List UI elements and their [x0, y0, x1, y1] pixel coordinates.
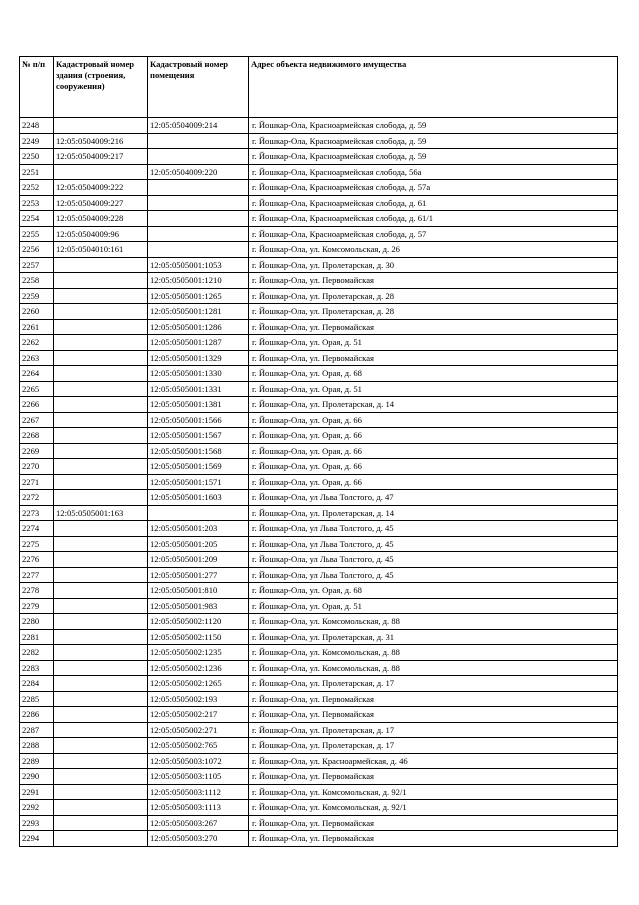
building-cadastral-cell	[54, 567, 148, 583]
row-number-cell: 2263	[20, 350, 54, 366]
premises-cadastral-cell: 12:05:0505001:1569	[148, 459, 249, 475]
address-cell: г. Йошкар-Ола, ул. Пролетарская, д. 28	[249, 304, 618, 320]
premises-cadastral-cell	[148, 149, 249, 165]
premises-cadastral-cell: 12:05:0505002:1150	[148, 629, 249, 645]
address-cell: г. Йошкар-Ола, ул Льва Толстого, д. 45	[249, 567, 618, 583]
building-cadastral-cell	[54, 552, 148, 568]
building-cadastral-cell: 12:05:0504009:222	[54, 180, 148, 196]
address-cell: г. Йошкар-Ола, Красноармейская слобода, д. 61/1	[249, 211, 618, 227]
premises-cadastral-cell: 12:05:0505002:217	[148, 707, 249, 723]
building-cadastral-cell	[54, 614, 148, 630]
property-register-table	[19, 56, 618, 847]
table-row	[20, 738, 618, 754]
table-row	[20, 242, 618, 258]
building-cadastral-cell	[54, 118, 148, 134]
address-cell: г. Йошкар-Ола, ул. Орая, д. 66	[249, 412, 618, 428]
row-number-cell: 2251	[20, 164, 54, 180]
table-row	[20, 490, 618, 506]
table-row	[20, 350, 618, 366]
row-number-cell: 2249	[20, 133, 54, 149]
address-cell: г. Йошкар-Ола, ул. Пролетарская, д. 31	[249, 629, 618, 645]
row-number-cell: 2257	[20, 257, 54, 273]
address-cell: г. Йошкар-Ола, ул. Орая, д. 68	[249, 366, 618, 382]
address-cell: г. Йошкар-Ола, ул. Красноармейская, д. 46	[249, 753, 618, 769]
premises-cadastral-cell: 12:05:0505001:1210	[148, 273, 249, 289]
premises-cadastral-cell: 12:05:0505003:267	[148, 815, 249, 831]
table-row	[20, 257, 618, 273]
row-number-cell: 2276	[20, 552, 54, 568]
premises-cadastral-cell: 12:05:0505002:193	[148, 691, 249, 707]
table-row	[20, 149, 618, 165]
table-body	[20, 118, 618, 847]
building-cadastral-cell: 12:05:0504009:227	[54, 195, 148, 211]
table-row	[20, 428, 618, 444]
address-cell: г. Йошкар-Ола, ул. Орая, д. 66	[249, 428, 618, 444]
premises-cadastral-cell: 12:05:0505001:1287	[148, 335, 249, 351]
building-cadastral-cell	[54, 536, 148, 552]
premises-cadastral-cell: 12:05:0504009:214	[148, 118, 249, 134]
premises-cadastral-cell	[148, 211, 249, 227]
premises-cadastral-cell: 12:05:0505001:1286	[148, 319, 249, 335]
table-row	[20, 598, 618, 614]
building-cadastral-cell	[54, 583, 148, 599]
building-cadastral-cell	[54, 443, 148, 459]
table-row	[20, 815, 618, 831]
row-number-cell: 2288	[20, 738, 54, 754]
row-number-cell: 2250	[20, 149, 54, 165]
address-cell: г. Йошкар-Ола, ул. Орая, д. 66	[249, 474, 618, 490]
building-cadastral-cell	[54, 815, 148, 831]
building-cadastral-cell	[54, 490, 148, 506]
premises-cadastral-cell: 12:05:0505003:1072	[148, 753, 249, 769]
premises-cadastral-cell: 12:05:0505001:1053	[148, 257, 249, 273]
building-cadastral-cell	[54, 800, 148, 816]
row-number-cell: 2282	[20, 645, 54, 661]
address-cell: г. Йошкар-Ола, ул Льва Толстого, д. 45	[249, 536, 618, 552]
table-row	[20, 474, 618, 490]
address-cell: г. Йошкар-Ола, ул. Первомайская	[249, 319, 618, 335]
address-cell: г. Йошкар-Ола, ул. Пролетарская, д. 14	[249, 397, 618, 413]
row-number-cell: 2286	[20, 707, 54, 723]
table-row	[20, 118, 618, 134]
row-number-cell: 2252	[20, 180, 54, 196]
table-row	[20, 133, 618, 149]
row-number-cell: 2294	[20, 831, 54, 847]
address-cell: г. Йошкар-Ола, ул. Первомайская	[249, 769, 618, 785]
row-number-cell: 2278	[20, 583, 54, 599]
table-row	[20, 505, 618, 521]
building-cadastral-cell: 12:05:0504009:96	[54, 226, 148, 242]
address-cell: г. Йошкар-Ола, Красноармейская слобода, д. 61	[249, 195, 618, 211]
building-cadastral-cell: 12:05:0505001:163	[54, 505, 148, 521]
table-row	[20, 645, 618, 661]
building-cadastral-cell: 12:05:0504009:216	[54, 133, 148, 149]
row-number-cell: 2275	[20, 536, 54, 552]
building-cadastral-cell	[54, 273, 148, 289]
document-page	[19, 56, 618, 847]
building-cadastral-cell: 12:05:0504009:217	[54, 149, 148, 165]
table-row	[20, 273, 618, 289]
row-number-cell: 2283	[20, 660, 54, 676]
header-row-number: № п/п	[20, 57, 54, 118]
row-number-cell: 2255	[20, 226, 54, 242]
table-row	[20, 319, 618, 335]
premises-cadastral-cell	[148, 226, 249, 242]
premises-cadastral-cell: 12:05:0505001:1330	[148, 366, 249, 382]
building-cadastral-cell	[54, 412, 148, 428]
header-property-address: Адрес объекта недвижимого имущества	[249, 57, 618, 118]
premises-cadastral-cell: 12:05:0505001:277	[148, 567, 249, 583]
premises-cadastral-cell	[148, 505, 249, 521]
address-cell: г. Йошкар-Ола, ул Льва Толстого, д. 45	[249, 521, 618, 537]
premises-cadastral-cell	[148, 133, 249, 149]
row-number-cell: 2260	[20, 304, 54, 320]
address-cell: г. Йошкар-Ола, ул. Комсомольская, д. 92/1	[249, 784, 618, 800]
building-cadastral-cell	[54, 769, 148, 785]
premises-cadastral-cell: 12:05:0505001:983	[148, 598, 249, 614]
table-row	[20, 583, 618, 599]
table-row	[20, 691, 618, 707]
address-cell: г. Йошкар-Ола, ул. Первомайская	[249, 707, 618, 723]
premises-cadastral-cell: 12:05:0505001:810	[148, 583, 249, 599]
row-number-cell: 2293	[20, 815, 54, 831]
building-cadastral-cell	[54, 335, 148, 351]
address-cell: г. Йошкар-Ола, ул Льва Толстого, д. 47	[249, 490, 618, 506]
address-cell: г. Йошкар-Ола, Красноармейская слобода, д. 59	[249, 133, 618, 149]
address-cell: г. Йошкар-Ола, ул. Первомайская	[249, 831, 618, 847]
row-number-cell: 2259	[20, 288, 54, 304]
building-cadastral-cell	[54, 164, 148, 180]
address-cell: г. Йошкар-Ола, Красноармейская слобода, д. 57а	[249, 180, 618, 196]
table-row	[20, 381, 618, 397]
address-cell: г. Йошкар-Ола, ул. Орая, д. 51	[249, 335, 618, 351]
table-row	[20, 226, 618, 242]
premises-cadastral-cell: 12:05:0505001:205	[148, 536, 249, 552]
table-row	[20, 800, 618, 816]
row-number-cell: 2292	[20, 800, 54, 816]
table-row	[20, 567, 618, 583]
address-cell: г. Йошкар-Ола, Красноармейская слобода, д. 59	[249, 149, 618, 165]
premises-cadastral-cell	[148, 180, 249, 196]
premises-cadastral-cell: 12:05:0505002:1236	[148, 660, 249, 676]
row-number-cell: 2277	[20, 567, 54, 583]
premises-cadastral-cell: 12:05:0505002:1265	[148, 676, 249, 692]
table-row	[20, 614, 618, 630]
building-cadastral-cell	[54, 459, 148, 475]
building-cadastral-cell	[54, 350, 148, 366]
premises-cadastral-cell: 12:05:0505001:1381	[148, 397, 249, 413]
premises-cadastral-cell: 12:05:0505001:1568	[148, 443, 249, 459]
building-cadastral-cell	[54, 521, 148, 537]
table-row	[20, 459, 618, 475]
building-cadastral-cell	[54, 660, 148, 676]
table-row	[20, 304, 618, 320]
table-row	[20, 288, 618, 304]
row-number-cell: 2287	[20, 722, 54, 738]
row-number-cell: 2267	[20, 412, 54, 428]
table-row	[20, 366, 618, 382]
building-cadastral-cell	[54, 722, 148, 738]
premises-cadastral-cell: 12:05:0505001:1571	[148, 474, 249, 490]
header-building-cadastral-number: Кадастровый номер здания (строения, сооружения)	[54, 57, 148, 118]
row-number-cell: 2285	[20, 691, 54, 707]
building-cadastral-cell	[54, 629, 148, 645]
table-row	[20, 195, 618, 211]
premises-cadastral-cell: 12:05:0505001:1265	[148, 288, 249, 304]
row-number-cell: 2268	[20, 428, 54, 444]
table-row	[20, 180, 618, 196]
building-cadastral-cell	[54, 753, 148, 769]
address-cell: г. Йошкар-Ола, Красноармейская слобода, д. 59	[249, 118, 618, 134]
row-number-cell: 2264	[20, 366, 54, 382]
table-row	[20, 164, 618, 180]
building-cadastral-cell	[54, 428, 148, 444]
row-number-cell: 2256	[20, 242, 54, 258]
table-row	[20, 676, 618, 692]
building-cadastral-cell	[54, 691, 148, 707]
address-cell: г. Йошкар-Ола, ул. Комсомольская, д. 88	[249, 645, 618, 661]
table-row	[20, 831, 618, 847]
row-number-cell: 2291	[20, 784, 54, 800]
building-cadastral-cell	[54, 257, 148, 273]
address-cell: г. Йошкар-Ола, ул. Пролетарская, д. 28	[249, 288, 618, 304]
premises-cadastral-cell: 12:05:0505001:1331	[148, 381, 249, 397]
row-number-cell: 2261	[20, 319, 54, 335]
address-cell: г. Йошкар-Ола, ул. Орая, д. 68	[249, 583, 618, 599]
address-cell: г. Йошкар-Ола, ул. Пролетарская, д. 14	[249, 505, 618, 521]
premises-cadastral-cell: 12:05:0505001:209	[148, 552, 249, 568]
row-number-cell: 2254	[20, 211, 54, 227]
table-row	[20, 784, 618, 800]
row-number-cell: 2290	[20, 769, 54, 785]
table-row	[20, 397, 618, 413]
premises-cadastral-cell: 12:05:0505002:765	[148, 738, 249, 754]
table-header-row	[20, 57, 618, 118]
premises-cadastral-cell: 12:05:0505002:1235	[148, 645, 249, 661]
row-number-cell: 2265	[20, 381, 54, 397]
building-cadastral-cell	[54, 738, 148, 754]
table-row	[20, 521, 618, 537]
address-cell: г. Йошкар-Ола, ул. Орая, д. 66	[249, 459, 618, 475]
building-cadastral-cell	[54, 381, 148, 397]
premises-cadastral-cell: 12:05:0505001:1567	[148, 428, 249, 444]
table-row	[20, 629, 618, 645]
address-cell: г. Йошкар-Ола, ул. Пролетарская, д. 17	[249, 676, 618, 692]
row-number-cell: 2284	[20, 676, 54, 692]
premises-cadastral-cell	[148, 242, 249, 258]
premises-cadastral-cell: 12:05:0504009:220	[148, 164, 249, 180]
building-cadastral-cell	[54, 397, 148, 413]
building-cadastral-cell	[54, 645, 148, 661]
address-cell: г. Йошкар-Ола, ул. Орая, д. 51	[249, 381, 618, 397]
building-cadastral-cell: 12:05:0504009:228	[54, 211, 148, 227]
row-number-cell: 2289	[20, 753, 54, 769]
header-premises-cadastral-number: Кадастровый номер помещения	[148, 57, 249, 118]
table-row	[20, 722, 618, 738]
table-row	[20, 536, 618, 552]
address-cell: г. Йошкар-Ола, Красноармейская слобода, д. 57	[249, 226, 618, 242]
building-cadastral-cell	[54, 474, 148, 490]
premises-cadastral-cell	[148, 195, 249, 211]
premises-cadastral-cell: 12:05:0505003:270	[148, 831, 249, 847]
address-cell: г. Йошкар-Ола, ул. Пролетарская, д. 30	[249, 257, 618, 273]
premises-cadastral-cell: 12:05:0505001:1603	[148, 490, 249, 506]
premises-cadastral-cell: 12:05:0505003:1113	[148, 800, 249, 816]
address-cell: г. Йошкар-Ола, ул. Комсомольская, д. 92/1	[249, 800, 618, 816]
building-cadastral-cell: 12:05:0504010:161	[54, 242, 148, 258]
row-number-cell: 2266	[20, 397, 54, 413]
table-row	[20, 660, 618, 676]
table-row	[20, 769, 618, 785]
address-cell: г. Йошкар-Ола, ул. Первомайская	[249, 691, 618, 707]
table-row	[20, 443, 618, 459]
row-number-cell: 2253	[20, 195, 54, 211]
building-cadastral-cell	[54, 304, 148, 320]
building-cadastral-cell	[54, 288, 148, 304]
table-row	[20, 552, 618, 568]
row-number-cell: 2273	[20, 505, 54, 521]
row-number-cell: 2258	[20, 273, 54, 289]
row-number-cell: 2272	[20, 490, 54, 506]
address-cell: г. Йошкар-Ола, ул. Первомайская	[249, 815, 618, 831]
address-cell: г. Йошкар-Ола, ул Льва Толстого, д. 45	[249, 552, 618, 568]
row-number-cell: 2279	[20, 598, 54, 614]
building-cadastral-cell	[54, 784, 148, 800]
table-row	[20, 412, 618, 428]
row-number-cell: 2262	[20, 335, 54, 351]
address-cell: г. Йошкар-Ола, ул. Пролетарская, д. 17	[249, 722, 618, 738]
address-cell: г. Йошкар-Ола, ул. Комсомольская, д. 26	[249, 242, 618, 258]
address-cell: г. Йошкар-Ола, ул. Первомайская	[249, 273, 618, 289]
building-cadastral-cell	[54, 319, 148, 335]
row-number-cell: 2248	[20, 118, 54, 134]
premises-cadastral-cell: 12:05:0505001:1566	[148, 412, 249, 428]
premises-cadastral-cell: 12:05:0505001:1329	[148, 350, 249, 366]
table-row	[20, 211, 618, 227]
premises-cadastral-cell: 12:05:0505002:271	[148, 722, 249, 738]
building-cadastral-cell	[54, 707, 148, 723]
premises-cadastral-cell: 12:05:0505002:1120	[148, 614, 249, 630]
address-cell: г. Йошкар-Ола, ул. Комсомольская, д. 88	[249, 614, 618, 630]
address-cell: г. Йошкар-Ола, ул. Первомайская	[249, 350, 618, 366]
table-row	[20, 707, 618, 723]
building-cadastral-cell	[54, 676, 148, 692]
building-cadastral-cell	[54, 831, 148, 847]
row-number-cell: 2271	[20, 474, 54, 490]
premises-cadastral-cell: 12:05:0505003:1112	[148, 784, 249, 800]
table-row	[20, 753, 618, 769]
building-cadastral-cell	[54, 366, 148, 382]
premises-cadastral-cell: 12:05:0505001:1281	[148, 304, 249, 320]
row-number-cell: 2270	[20, 459, 54, 475]
row-number-cell: 2280	[20, 614, 54, 630]
address-cell: г. Йошкар-Ола, Красноармейская слобода, 56а	[249, 164, 618, 180]
row-number-cell: 2269	[20, 443, 54, 459]
premises-cadastral-cell: 12:05:0505003:1105	[148, 769, 249, 785]
address-cell: г. Йошкар-Ола, ул. Комсомольская, д. 88	[249, 660, 618, 676]
address-cell: г. Йошкар-Ола, ул. Орая, д. 51	[249, 598, 618, 614]
row-number-cell: 2274	[20, 521, 54, 537]
building-cadastral-cell	[54, 598, 148, 614]
row-number-cell: 2281	[20, 629, 54, 645]
table-row	[20, 335, 618, 351]
premises-cadastral-cell: 12:05:0505001:203	[148, 521, 249, 537]
address-cell: г. Йошкар-Ола, ул. Пролетарская, д. 17	[249, 738, 618, 754]
address-cell: г. Йошкар-Ола, ул. Орая, д. 66	[249, 443, 618, 459]
